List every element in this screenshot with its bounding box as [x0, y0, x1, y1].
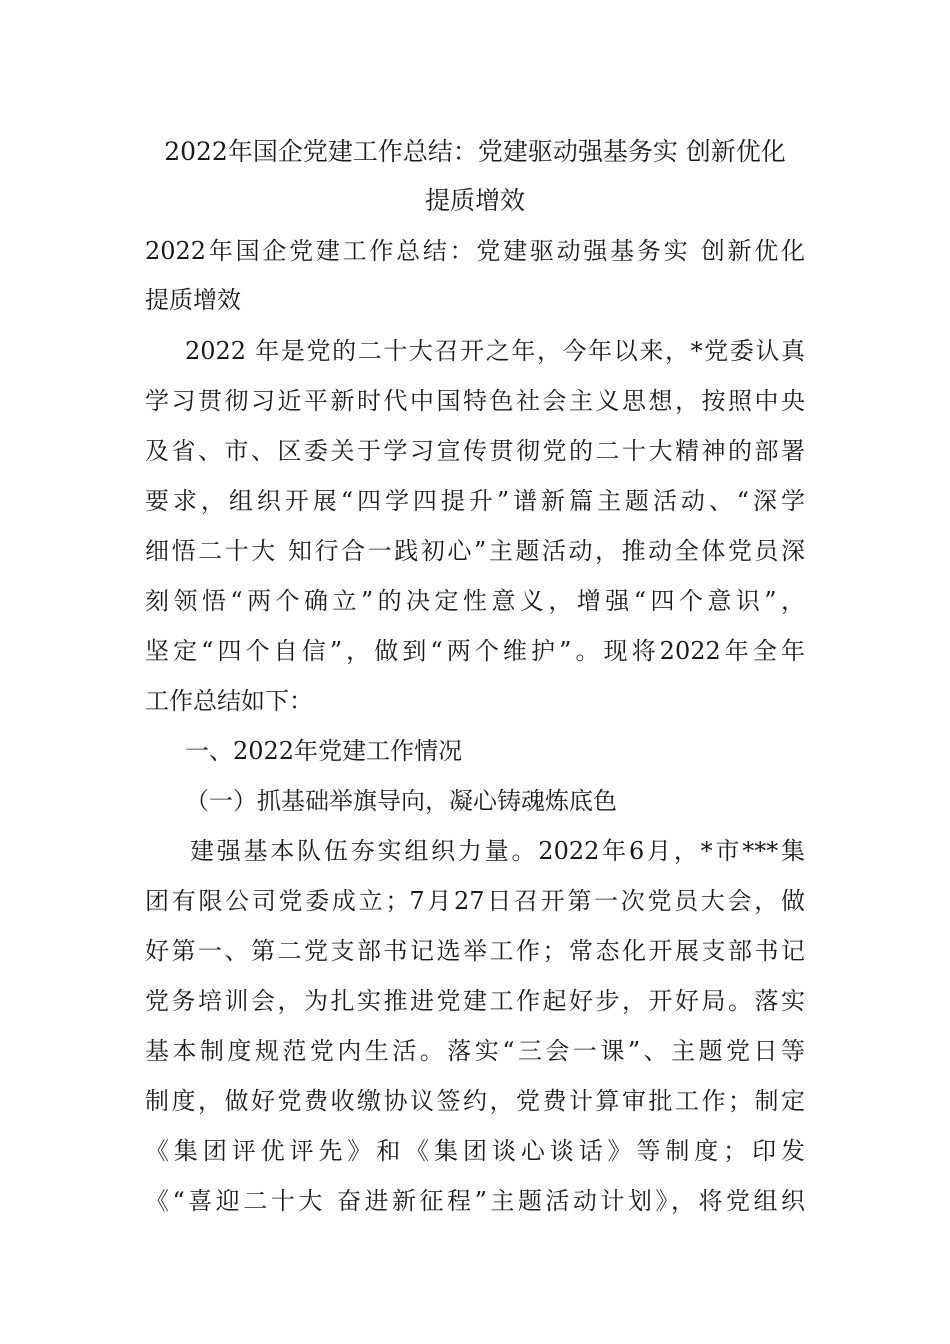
body-line-5: 基本制度规范党内生活。落实“三会一课”、主题党日等 [145, 1037, 805, 1065]
intro-line-2: 学习贯彻习近平新时代中国特色社会主义思想，按照中央 [145, 387, 805, 415]
subtitle-line-2: 提质增效 [145, 286, 241, 314]
document-title-line-2: 提质增效 [424, 186, 525, 215]
section-heading: 一、2022年党建工作情况 [185, 737, 463, 765]
intro-line-7: 坚定“四个自信”，做到“两个维护”。现将2022年全年 [145, 637, 805, 665]
intro-line-5: 细悟二十大 知行合一践初心”主题活动，推动全体党员深 [145, 537, 805, 565]
body-line-7: 《集团评优评先》和《集团谈心谈话》等制度；印发 [145, 1137, 805, 1165]
body-line-2: 团有限公司党委成立；7月27日召开第一次党员大会，做 [145, 887, 805, 915]
document-title-line-1: 2022年国企党建工作总结：党建驱动强基务实 创新优化 [164, 137, 786, 166]
intro-line-1: 2022 年是党的二十大召开之年，今年以来，*党委认真 [185, 337, 805, 365]
intro-line-3: 及省、市、区委关于学习宣传贯彻党的二十大精神的部署 [145, 437, 805, 465]
intro-line-8: 工作总结如下： [145, 687, 313, 715]
body-line-6: 制度，做好党费收缴协议签约，党费计算审批工作；制定 [145, 1087, 805, 1115]
body-line-3: 好第一、第二党支部书记选举工作；常态化开展支部书记 [145, 937, 805, 965]
subsection-heading: （一）抓基础举旗导向，凝心铸魂炼底色 [185, 787, 617, 815]
subtitle-line-1: 2022年国企党建工作总结：党建驱动强基务实 创新优化 [145, 237, 805, 265]
body-line-4: 党务培训会，为扎实推进党建工作起好步，开好局。落实 [145, 987, 805, 1015]
body-line-1: 建强基本队伍夯实组织力量。2022年6月，*市***集 [190, 837, 805, 865]
intro-line-4: 要求，组织开展“四学四提升”谱新篇主题活动、“深学 [145, 487, 805, 515]
intro-line-6: 刻领悟“两个确立”的决定性意义，增强“四个意识”， [145, 587, 805, 615]
body-line-8: 《“喜迎二十大 奋进新征程”主题活动计划》，将党组织 [145, 1187, 805, 1215]
